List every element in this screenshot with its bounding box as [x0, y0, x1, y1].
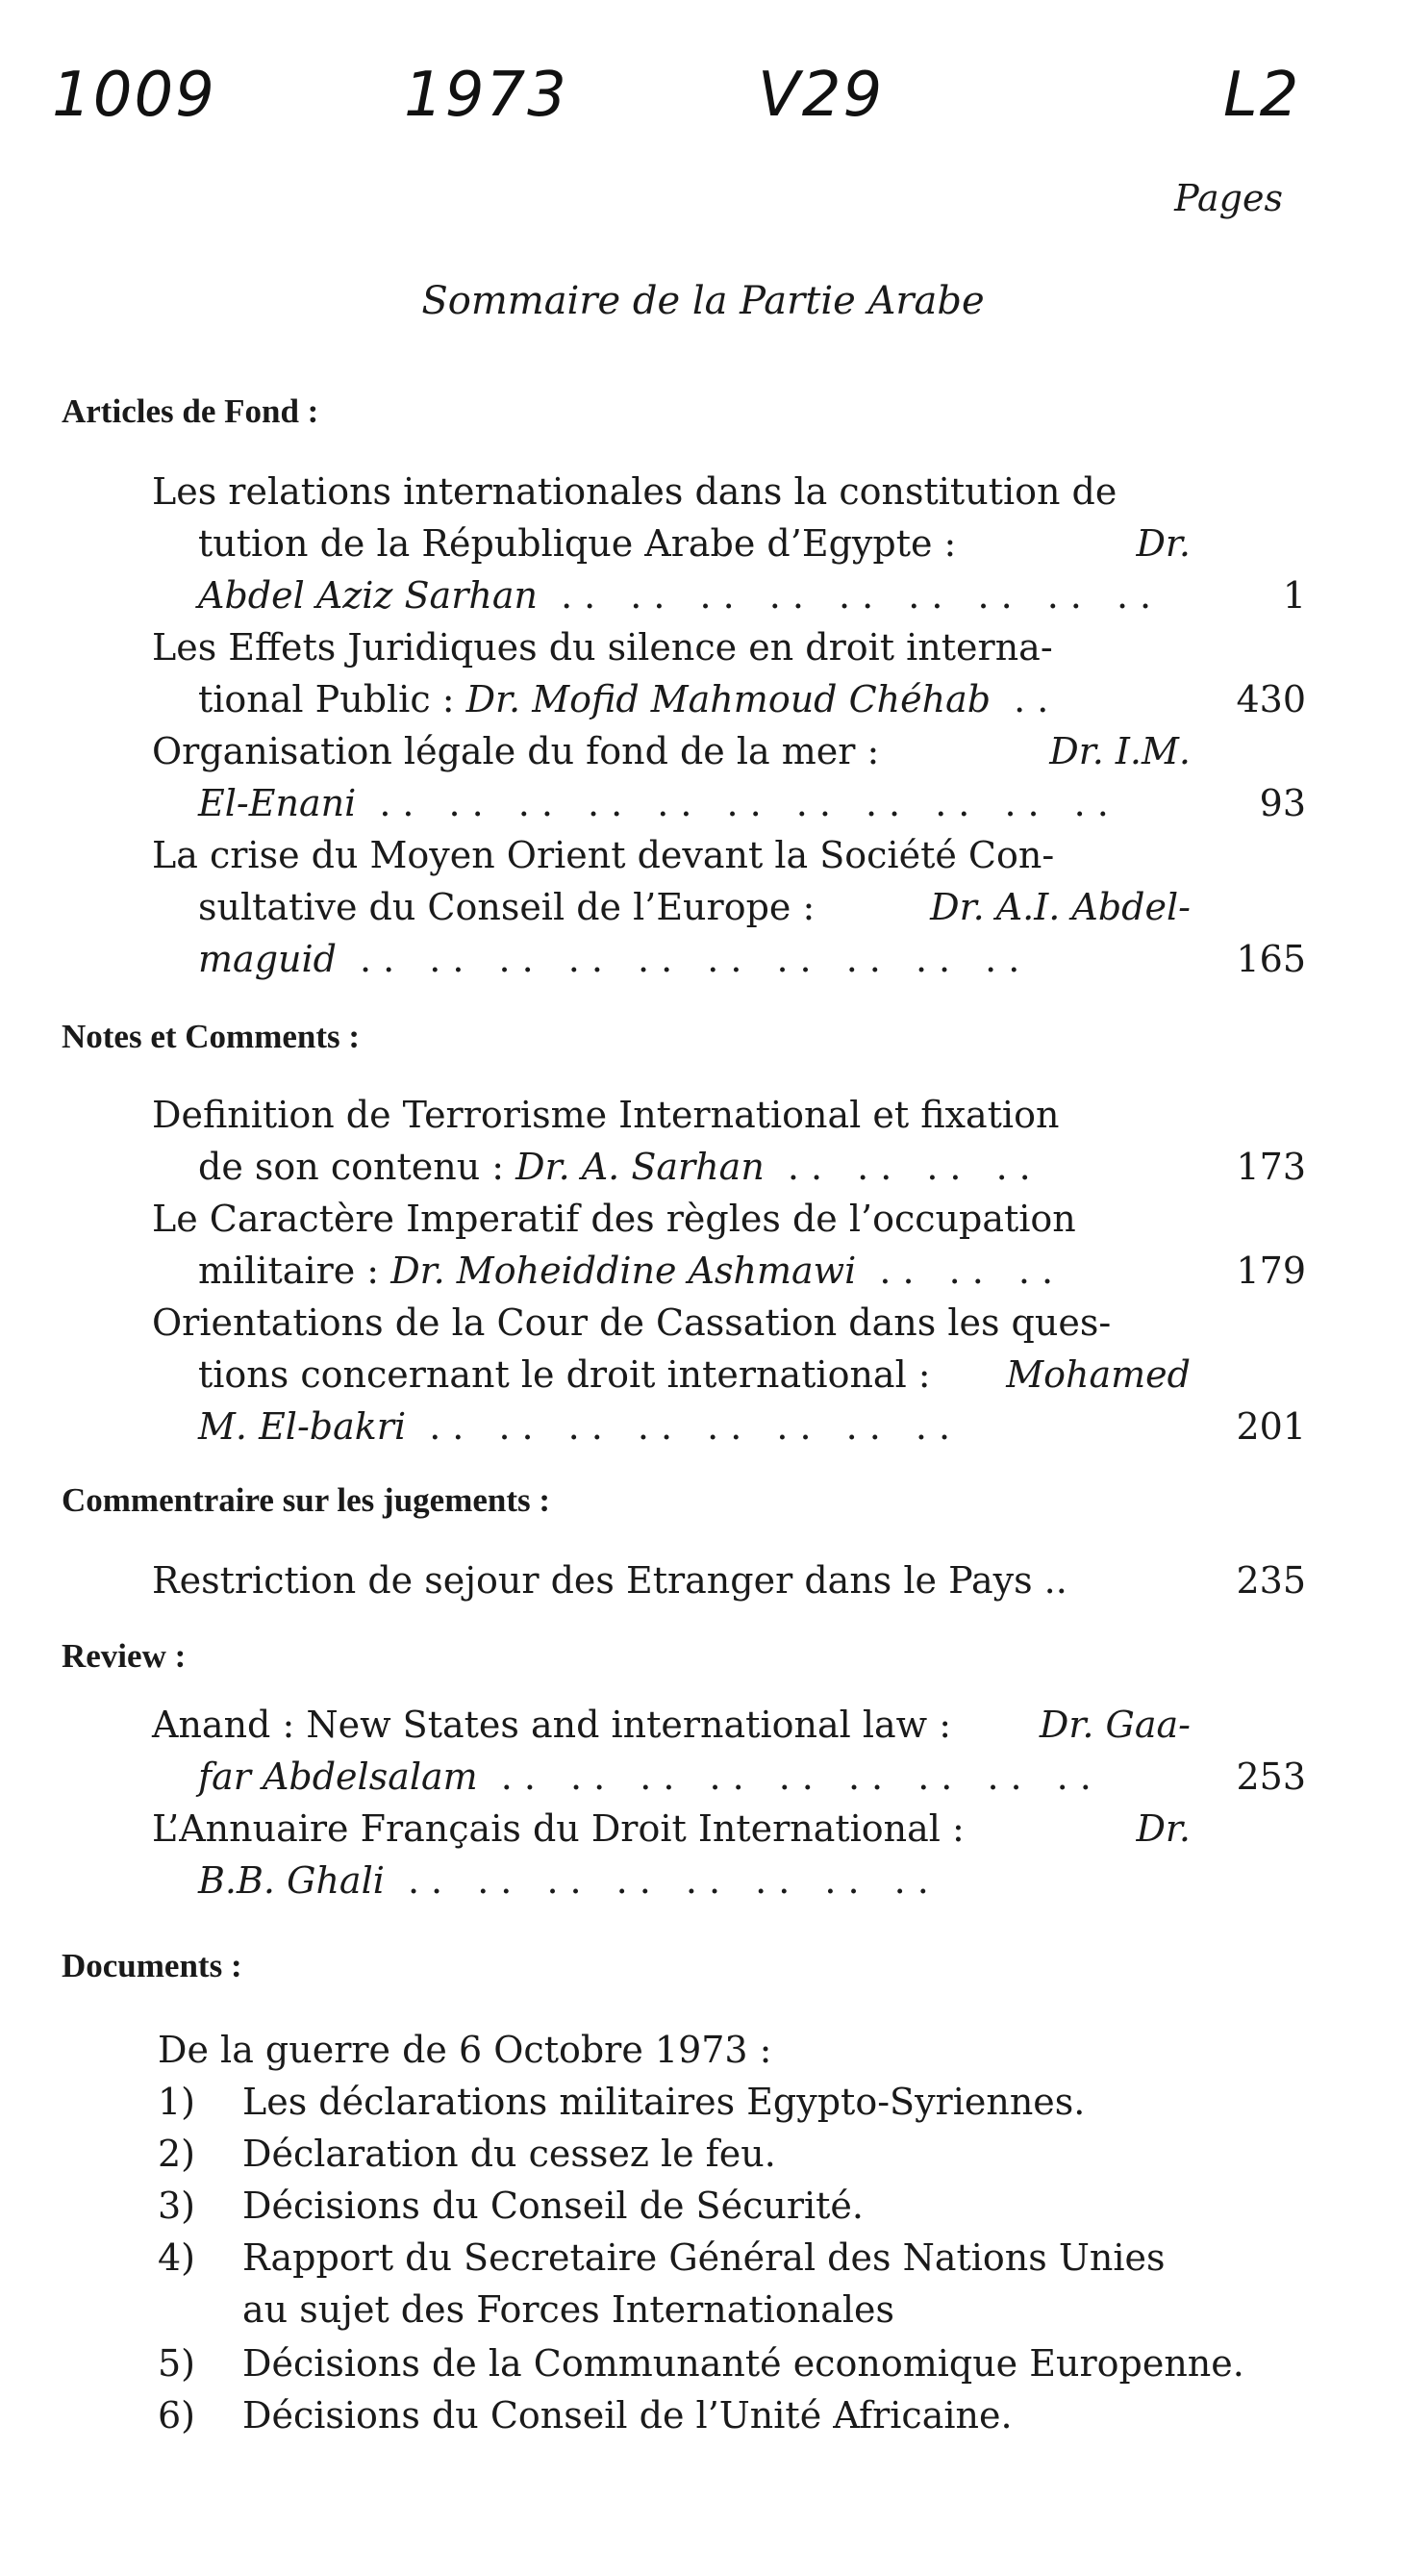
entry-text: tional Public : [198, 678, 466, 720]
entry-line [152, 1699, 1191, 1751]
entry-line: Definition de Terrorisme International et fixation [152, 1094, 1060, 1136]
entry-text: de son contenu : [198, 1146, 516, 1188]
entry-author: Dr. [1136, 522, 1191, 565]
toc-entry [152, 1699, 1306, 1803]
entry-author: M. El-bakri [198, 1405, 407, 1448]
leader-dots: .. .. .. .. .. .. .. .. .. [477, 1755, 1103, 1798]
handwritten-note: V29 [758, 60, 885, 131]
entry-line [152, 673, 1306, 725]
leader-dots: .. .. .. .. .. .. .. .. .. .. [336, 938, 1032, 980]
entry-line: Le Caractère Imperatif des règles de l’occupation [152, 1198, 1076, 1240]
entry-text: Restriction de sejour des Etranger dans le Pays .. [152, 1559, 1067, 1602]
entry-text: militaire : [198, 1250, 391, 1292]
toc-entry [152, 466, 1306, 621]
toc-entry [152, 829, 1306, 985]
page-number: 179 [1236, 1250, 1306, 1292]
entry-line: La crise du Moyen Orient devant la Société Con- [152, 834, 1055, 876]
entry-text: Anand : New States and international law : [152, 1704, 952, 1746]
toc-entry [152, 621, 1306, 725]
entry-author: Dr. A.I. Abdel- [930, 886, 1191, 928]
entry-author: El-Enani [198, 782, 357, 824]
entry-text: Organisation légale du fond de la mer : [152, 730, 880, 772]
entry-text: L’Annuaire Français du Droit International : [152, 1807, 965, 1850]
list-item [158, 2180, 864, 2232]
entry-author: Abdel Aziz Sarhan [198, 574, 538, 617]
entry-line: Les relations internationales dans la constitution de [152, 470, 1117, 513]
leader-dots: .. .. .. .. .. .. .. .. .. .. .. [356, 782, 1120, 824]
entry-line: Orientations de la Cour de Cassation dans les ques- [152, 1301, 1112, 1344]
entry-author: Mohamed [1006, 1353, 1191, 1396]
leader-dots: .. .. .. .. .. .. .. .. [406, 1405, 963, 1448]
section-heading-articles: Articles de Fond : [62, 392, 319, 430]
pages-column-label: Pages [1174, 177, 1283, 219]
list-item-continuation: au sujet des Forces Internationales [242, 2288, 894, 2331]
entry-author: maguid [198, 938, 337, 980]
entry-line [152, 881, 1191, 933]
item-text: Décisions du Conseil de Sécurité. [242, 2185, 864, 2227]
entry-line [152, 777, 1306, 829]
list-item [158, 2232, 1165, 2284]
item-text: Décisions de la Communanté economique Europenne. [242, 2342, 1244, 2385]
entry-author: Dr. Mofid Mahmoud Chéhab [465, 678, 992, 720]
handwritten-note: L2 [1223, 60, 1301, 131]
entry-line [152, 1245, 1306, 1297]
entry-line [152, 1141, 1306, 1193]
toc-entry [152, 1089, 1306, 1193]
list-item [158, 2076, 1085, 2128]
entry-line [152, 1751, 1306, 1803]
entry-text: tution de la République Arabe d’Egypte : [198, 522, 957, 565]
entry-line [152, 569, 1306, 621]
page-number: 201 [1236, 1405, 1306, 1448]
leader-dots: .. .. .. [856, 1250, 1066, 1292]
handwritten-note: 1973 [404, 60, 568, 131]
entry-author: Dr. I.M. [1049, 730, 1191, 772]
page-number: 1 [1282, 574, 1306, 617]
item-number: 5) [158, 2342, 196, 2385]
item-number: 6) [158, 2394, 196, 2437]
section-heading-notes: Notes et Comments : [62, 1018, 361, 1055]
entry-line [152, 1803, 1191, 1855]
page-number: 253 [1236, 1755, 1306, 1798]
entry-line: Les Effets Juridiques du silence en droit interna- [152, 626, 1053, 669]
page-number: 165 [1236, 938, 1306, 980]
entry-author: Dr. Moheiddine Ashmawi [390, 1250, 857, 1292]
item-text: Décisions du Conseil de l’Unité Africaine. [242, 2394, 1013, 2437]
toc-entry [152, 1803, 1191, 1907]
entry-line [152, 1554, 1306, 1606]
entry-text: tions concernant le droit international : [198, 1353, 931, 1396]
entry-line [152, 1349, 1191, 1401]
toc-entry [152, 725, 1306, 829]
section-heading-commentaire: Commentraire sur les jugements : [62, 1481, 551, 1519]
entry-author: Dr. A. Sarhan [515, 1146, 765, 1188]
item-number: 3) [158, 2185, 196, 2227]
item-number: 1) [158, 2081, 196, 2123]
list-item [158, 2128, 776, 2180]
leader-dots: .. .. .. .. [764, 1146, 1042, 1188]
leader-dots: .. .. .. .. .. .. .. .. .. [537, 574, 1164, 617]
entry-author: Dr. Gaa- [1039, 1704, 1191, 1746]
entry-author: Dr. [1136, 1807, 1191, 1850]
page-number: 430 [1236, 678, 1306, 720]
entry-line [152, 725, 1191, 777]
toc-entry [152, 1297, 1306, 1452]
list-item [158, 2337, 1244, 2389]
section-heading-documents: Documents : [62, 1947, 242, 1984]
page-number: 173 [1236, 1146, 1306, 1188]
page-number: 93 [1259, 782, 1306, 824]
section-heading-review: Review : [62, 1637, 187, 1675]
item-number: 2) [158, 2133, 196, 2175]
handwritten-note: 1009 [52, 60, 216, 131]
entry-text: sultative du Conseil de l’Europe : [198, 886, 816, 928]
entry-line [152, 933, 1306, 985]
page-number: 235 [1236, 1559, 1306, 1602]
item-number: 4) [158, 2236, 196, 2279]
documents-intro: De la guerre de 6 Octobre 1973 : [158, 2029, 772, 2071]
entry-author: B.B. Ghali [198, 1859, 385, 1902]
entry-line [152, 518, 1191, 569]
toc-entry [152, 1554, 1306, 1606]
leader-dots: .. .. .. .. .. .. .. .. [384, 1859, 941, 1902]
entry-author: far Abdelsalam [198, 1755, 478, 1798]
list-item [158, 2389, 1013, 2441]
leader-dots: .. [991, 678, 1061, 720]
item-text: Les déclarations militaires Egypto-Syriennes. [242, 2081, 1086, 2123]
item-text: Rapport du Secretaire Général des Nations Unies [242, 2236, 1166, 2279]
page-title: Sommaire de la Partie Arabe [421, 279, 985, 323]
entry-line [152, 1401, 1306, 1452]
toc-entry [152, 1193, 1306, 1297]
item-text: Déclaration du cessez le feu. [242, 2133, 776, 2175]
entry-line [152, 1855, 1191, 1907]
